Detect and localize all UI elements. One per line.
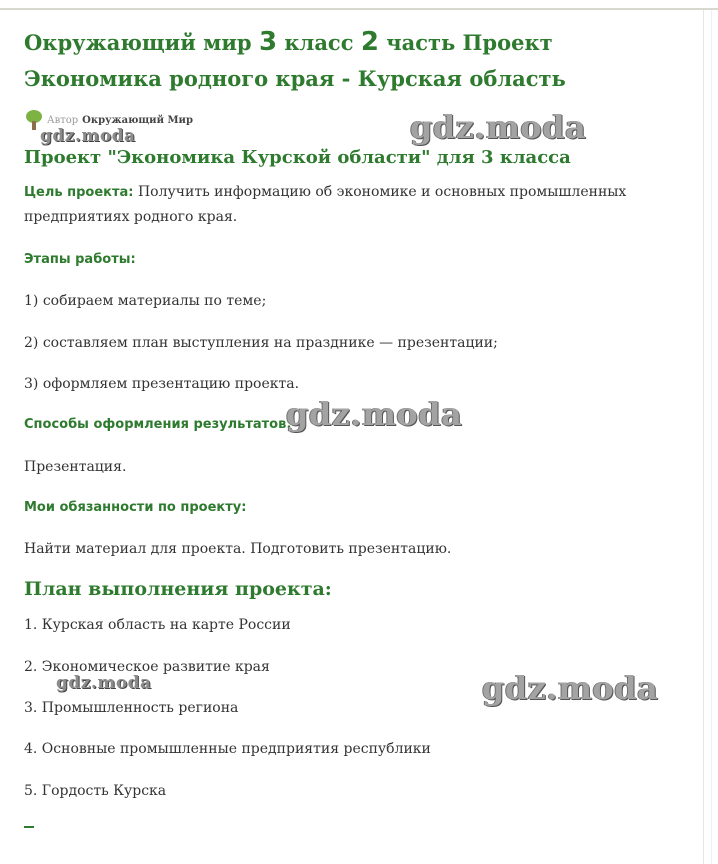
goal-label: Цель проекта: [24, 185, 134, 200]
title-text: Окружающий мир [24, 30, 259, 55]
stages-label: Этапы работы: [24, 252, 136, 267]
title-text: класс [277, 30, 361, 55]
watermark: gdz.moda [40, 126, 136, 146]
sidebar-divider-outer [711, 10, 712, 864]
plan-heading: План выполнения проекта: [24, 578, 332, 600]
stage-item: 3) оформляем презентацию проекта. [24, 376, 300, 392]
methods-value: Презентация. [24, 459, 127, 475]
watermark: gdz.moda [56, 673, 152, 693]
watermark: gdz.moda [286, 395, 463, 433]
project-heading: Проект "Экономика Курской области" для 3 класса [24, 147, 571, 168]
stage-item: 1) собираем материалы по теме; [24, 293, 267, 309]
content-continuation-dash [24, 826, 34, 828]
page-title [24, 24, 684, 97]
title-text: часть Проект [378, 30, 553, 55]
plan-item: 5. Гордость Курска [24, 783, 167, 799]
watermark: gdz.moda [410, 108, 587, 146]
title-part-number: 2 [360, 27, 379, 57]
sidebar-divider [703, 10, 704, 864]
stage-item: 2) составляем план выступления на празднике — презентации; [24, 335, 498, 351]
title-line-2: Экономика родного края - Курская область [24, 66, 566, 91]
duties-value: Найти материал для проекта. Подготовить презентацию. [24, 541, 452, 557]
goal-text: Получить информацию об экономике и основных промышленных [133, 184, 627, 200]
plan-item: 3. Промышленность региона [24, 700, 239, 716]
methods-label: Способы оформления результатов: [24, 417, 292, 432]
author-name[interactable]: Окружающий Мир [82, 114, 193, 126]
goal-text-2: предприятиях родного края. [24, 209, 238, 225]
author-prefix: Автор [47, 114, 79, 126]
plan-item: 4. Основные промышленные предприятия республики [24, 741, 431, 757]
title-grade: 3 [258, 27, 278, 57]
watermark: gdz.moda [482, 669, 659, 707]
goal-paragraph [24, 180, 664, 229]
plan-item: 2. Экономическое развитие края [24, 659, 270, 675]
duties-label: Мои обязанности по проекту: [24, 500, 247, 515]
top-divider [0, 8, 718, 10]
plan-item: 1. Курская область на карте России [24, 617, 291, 633]
